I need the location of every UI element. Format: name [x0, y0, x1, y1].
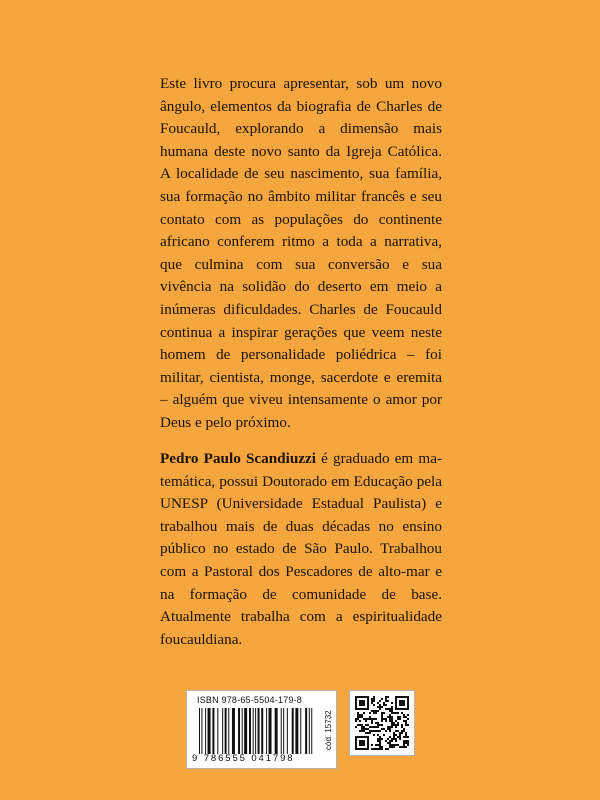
bio-text: é graduado em matemática, possui Doutorado em Educação pela UNESP (Universidade Estadual Paulista) e trabalhou mais de duas décadas no ensino público no estado de São Paulo. Trabalhou com a Pastoral dos Pescadores de alto-mar e na formação de comunidade de base. Atualmente trabalha com a espiritualidade foucauldiana. — [160, 450, 443, 648]
barcode-digits: 9 786555 041798 — [192, 753, 295, 764]
qr-code-panel — [349, 690, 415, 756]
author-bio — [160, 448, 442, 651]
barcode-panel — [186, 690, 337, 769]
blurb-text: Este livro procura apresentar, sob um novo ângulo, elementos da biografia de Charles de Foucauld, explorando a dimensão mais humana deste novo santo da Igreja Católica. A localidade de seu nascimento, sua família, sua formação no âmbito militar francês e seu contato com as populações do continente africano conferem ritmo a toda a narrativa, que culmina com sua conversão e sua vivência na solidão do deserto em meio a inúmeras dificuldades. Charles de Foucauld continua a inspirar gerações que veem neste homem de personalidade poliédrica – foi militar, cientista, monge, sacerdote e eremita – alguém que viveu intensamente o amor por Deus e pelo próximo. — [160, 75, 442, 431]
author-name: Pedro Paulo Scandiuzzi — [160, 450, 316, 467]
book-blurb — [160, 73, 442, 435]
code-label: cód. 15732 — [324, 710, 333, 750]
barcode-bars — [197, 708, 315, 754]
isbn-label: ISBN 978-65-5504-179-8 — [197, 695, 302, 705]
qr-code-icon — [355, 696, 409, 750]
bio-paragraph — [160, 448, 442, 651]
